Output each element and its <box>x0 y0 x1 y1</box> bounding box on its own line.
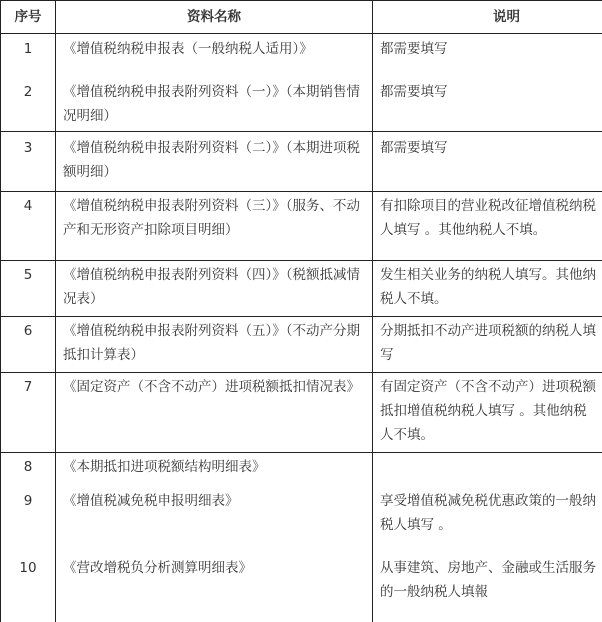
row-no: 5 <box>23 267 33 283</box>
border <box>0 131 602 132</box>
row-name: 《增值税纳税申报表附列资料（五）》（不动产分期抵扣计算表） <box>63 323 360 363</box>
row-name: 《增值税纳税申报表（一般纳税人适用）》 <box>63 41 313 57</box>
border <box>0 260 602 261</box>
row-name: 《营改增税负分析测算明细表》 <box>63 560 252 576</box>
header-no: 序号 <box>14 9 42 25</box>
row-name: 《固定资产（不含不动产）进项税额抵扣情况表》 <box>63 379 360 395</box>
border <box>0 452 602 453</box>
border <box>0 191 602 192</box>
row-desc: 有固定资产（不含不动产）进项税额抵扣增值税纳税人填写 。其他纳税人不填。 <box>380 379 596 443</box>
border <box>372 0 373 622</box>
border <box>0 316 602 317</box>
row-no: 6 <box>23 323 33 339</box>
header-name: 资料名称 <box>187 9 241 25</box>
header-desc: 说明 <box>493 9 520 25</box>
row-desc: 发生相关业务的纳税人填写。其他纳税人不填。 <box>380 267 596 307</box>
row-name: 《增值税纳税申报表附列资料（二）》（本期进项税额明细） <box>63 140 360 180</box>
row-desc: 都需要填写 <box>380 41 448 57</box>
border <box>0 0 602 1</box>
row-no: 9 <box>23 493 33 509</box>
row-desc: 都需要填写 <box>380 140 448 156</box>
row-no: 7 <box>23 379 33 395</box>
row-desc: 都需要填写 <box>380 84 448 100</box>
row-name: 《增值税纳税申报表附列资料（三）》（服务、不动产和无形资产扣除项目明细） <box>63 198 360 238</box>
border <box>55 0 56 622</box>
row-name: 《增值税纳税申报表附列资料（四）》（税额抵减情况表） <box>63 267 360 307</box>
row-no: 4 <box>23 198 33 214</box>
border <box>0 33 602 34</box>
border <box>0 372 602 373</box>
row-no: 8 <box>23 459 33 475</box>
row-name: 《本期抵扣进项税额结构明细表》 <box>63 459 266 475</box>
row-no: 2 <box>23 84 33 100</box>
row-no: 3 <box>23 140 33 156</box>
row-desc: 享受增值税减免税优惠政策的一般纳税人填写 。 <box>380 493 596 533</box>
row-desc: 有扣除项目的营业税改征增值税纳税人填写 。其他纳税人不填。 <box>380 198 596 238</box>
row-desc: 从事建筑、房地产、金融或生活服务的一般纳税人填報 <box>380 560 596 600</box>
row-no: 10 <box>19 560 37 576</box>
row-name: 《增值税减免税申报明细表》 <box>63 493 239 509</box>
row-no: 1 <box>23 41 33 57</box>
row-name: 《增值税纳税申报表附列资料（一）》（本期销售情况明细） <box>63 84 360 124</box>
row-desc: 分期抵扣不动产进项税额的纳税人填写 <box>380 323 596 363</box>
